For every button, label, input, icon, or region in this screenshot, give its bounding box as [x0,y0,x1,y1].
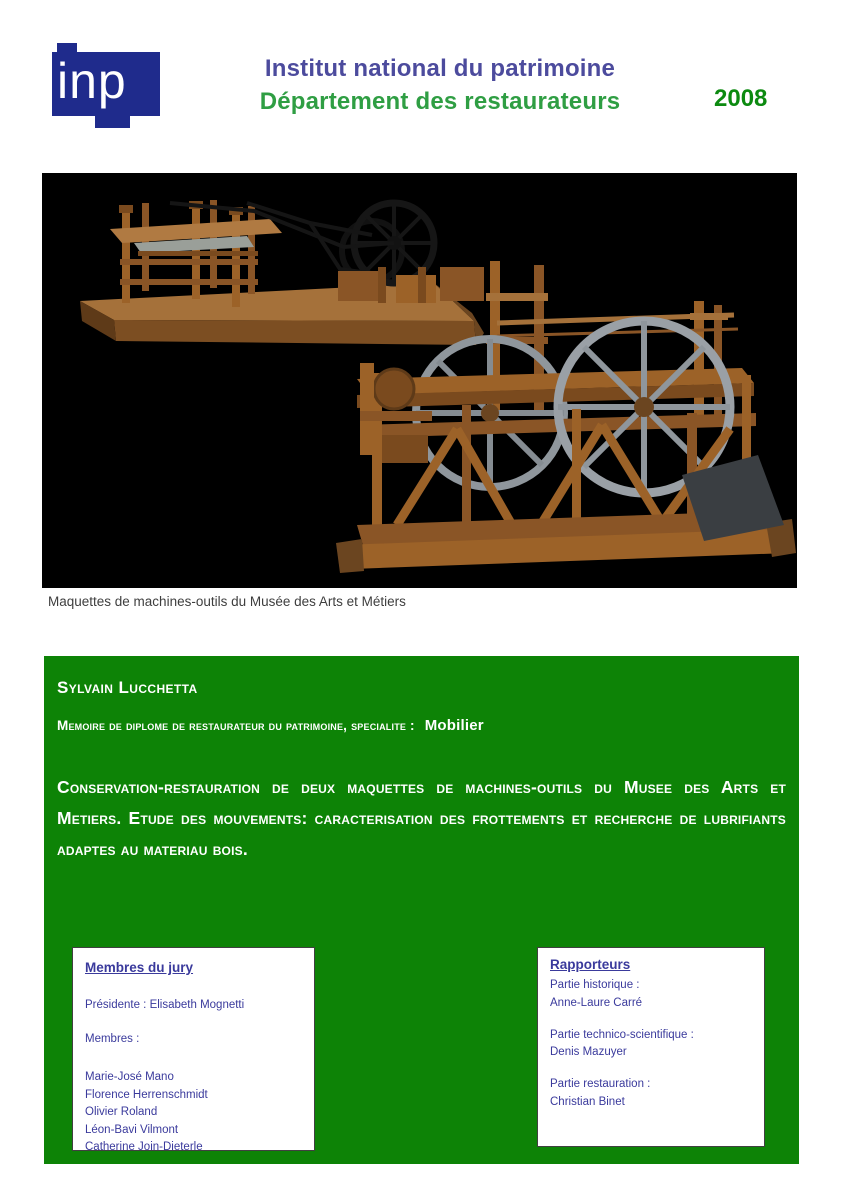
jury-members-label: Membres : [85,1033,140,1045]
photo-caption: Maquettes de machines-outils du Musée des Arts et Métiers [48,594,406,609]
rapporteur-label: Partie technico-scientifique : [550,1028,694,1041]
jury-president-line: Présidente : Elisabeth Mognetti [85,999,245,1011]
rapporteur-section [550,1076,752,1112]
rapporteur-section [550,977,752,1013]
rapporteur-name: Christian Binet [550,1096,625,1109]
jury-member: Catherine Join-Dieterle [85,1141,203,1153]
header-titles [240,55,640,116]
inp-logo [48,43,164,129]
jury-members-list [85,1069,302,1157]
jury-member: Léon-Bavi Vilmont [85,1123,179,1136]
jury-heading: Membres du jury [85,960,194,975]
jury-member: Olivier Roland [85,1106,158,1118]
green-banner [44,656,799,1164]
rapporteurs-heading: Rapporteurs [550,957,631,972]
author-name: Sylvain Lucchetta [57,678,198,697]
inp-logo-text: inp [57,53,127,109]
cover-photo [42,173,797,588]
institution-title: Institut national du patrimoine [264,55,616,82]
rapporteur-section [550,1027,752,1063]
rapporteur-label: Partie historique : [550,979,640,991]
rapporteur-label: Partie restauration : [550,1078,651,1091]
year-label: 2008 [714,85,768,112]
memoir-line [57,717,484,734]
department-title: Département des restaurateurs [259,88,621,115]
jury-box [72,947,315,1151]
specialty-value: Mobilier [424,717,484,734]
jury-member: Florence Herrenschmidt [85,1088,208,1101]
machines-photo-illustration [42,173,797,588]
inp-logo-shape-bottom [95,115,130,128]
jury-member: Marie-José Mano [85,1071,174,1083]
memoir-title: Conservation-restauration de deux maquettes de machines-outils du Musee des Arts et Metiers. Etude des mouvements: caracterisation des frottements et recherche de lubrifiants adaptes au materiau bois. [57,777,786,859]
memoir-label: Memoire de diplome de restaurateur du patrimoine, specialite : [57,718,415,733]
rapporteur-name: Denis Mazuyer [550,1046,627,1059]
rapporteur-name: Anne-Laure Carré [550,996,643,1009]
rapporteurs-box [537,947,765,1147]
